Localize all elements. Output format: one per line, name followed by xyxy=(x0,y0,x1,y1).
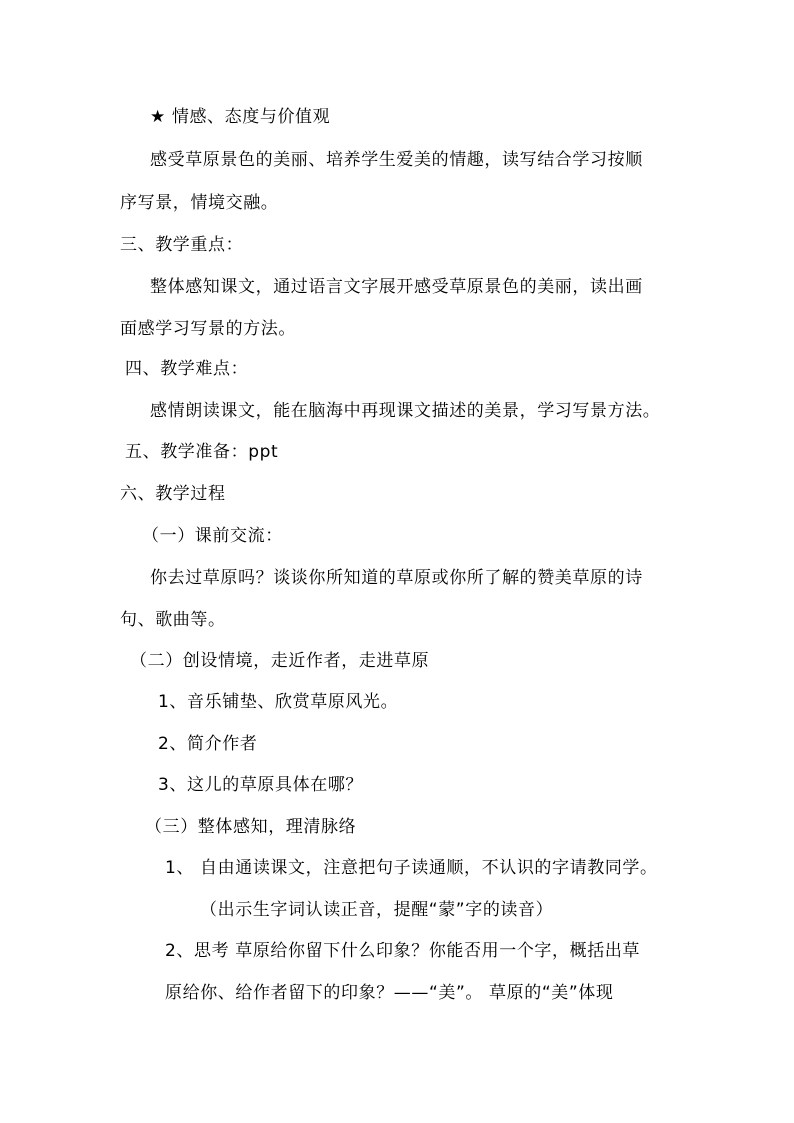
section-heading-teaching-preparation: 五、教学准备：ppt xyxy=(125,442,279,462)
paragraph-line: 句、歌曲等。 xyxy=(120,610,226,630)
section-heading-teaching-focus: 三、教学重点： xyxy=(120,235,244,255)
list-item: 1、音乐铺垫、欣赏草原风光。 xyxy=(158,692,399,712)
subsection-heading-overall-perception: （三）整体感知，理清脉络 xyxy=(145,817,357,837)
paragraph-line: 感受草原景色的美丽、培养学生爱美的情趣，读写结合学习按顺 xyxy=(150,150,643,170)
paragraph-line: 整体感知课文，通过语言文字展开感受草原景色的美丽，读出画 xyxy=(150,277,643,297)
list-item: 3、这儿的草原具体在哪？ xyxy=(158,775,364,795)
list-item: 1、 自由通读课文，注意把句子读通顺，不认识的字请教同学。 xyxy=(165,858,658,878)
paragraph-line: 面感学习写景的方法。 xyxy=(120,319,296,339)
paragraph-line: 感情朗读课文，能在脑海中再现课文描述的美景，学习写景方法。 xyxy=(150,401,661,421)
paragraph-line: （出示生字词认读正音，提醒“蒙”字的读音） xyxy=(200,900,554,920)
list-item: 2、思考 草原给你留下什么印象？你能否用一个字，概括出草 xyxy=(165,941,641,961)
paragraph-line: 你去过草原吗？谈谈你所知道的草原或你所了解的赞美草原的诗 xyxy=(150,568,643,588)
section-heading-emotion-attitude-values: ★ 情感、态度与价值观 xyxy=(150,107,331,127)
subsection-heading-pre-class: （一）课前交流： xyxy=(142,526,283,546)
paragraph-line: 序写景，情境交融。 xyxy=(120,193,279,213)
list-item: 2、简介作者 xyxy=(158,734,258,754)
section-heading-teaching-process: 六、教学过程 xyxy=(120,484,226,504)
paragraph-line: 原给你、给作者留下的印象？——“美”。 草原的“美”体现 xyxy=(165,983,614,1003)
section-heading-teaching-difficulty: 四、教学难点： xyxy=(125,359,249,379)
subsection-heading-create-scene: （二）创设情境，走近作者，走进草原 xyxy=(130,651,430,671)
